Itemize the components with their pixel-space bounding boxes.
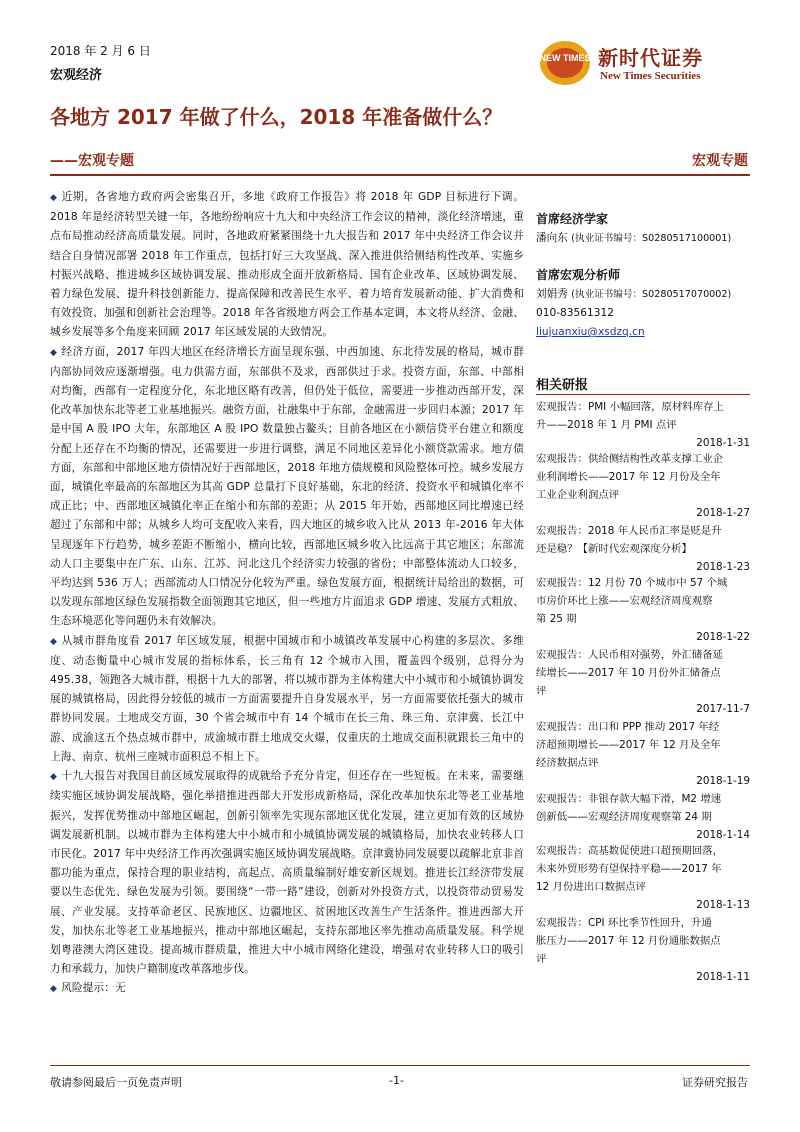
diamond-bullet-icon: ◆: [50, 772, 58, 783]
risk-warning: ◆ 风险提示：无: [50, 982, 126, 995]
related-report-item[interactable]: 宏观报告：出口和 PPP 推动 2017 年经 济超预期增长——2017 年 12 月及全年 经济数据点评 2018-1-19: [536, 718, 750, 790]
diamond-bullet-icon: ◆: [50, 636, 58, 647]
chief-economist-cert: (执业证书编号：S0280517100001): [571, 233, 732, 244]
logo-mark-icon: [538, 38, 592, 88]
macro-analyst-name: 刘娟秀: [536, 288, 568, 300]
page-title: 各地方 2017 年做了什么，2018 年准备做什么？: [50, 105, 503, 129]
footer-divider: [50, 1065, 750, 1066]
related-report-date: 2017-11-7: [696, 703, 750, 715]
footer-report-type: 证券研究报告: [682, 1076, 748, 1089]
related-report-date: 2018-1-27: [696, 507, 750, 519]
related-report-date: 2018-1-22: [696, 631, 750, 643]
diamond-bullet-icon: ◆: [50, 347, 58, 358]
chief-economist-name: 潘向东: [536, 232, 568, 244]
macro-analyst-title: 首席宏观分析师: [536, 268, 621, 282]
related-report-item[interactable]: 宏观报告：2018 年人民币汇率是贬是升 还是稳？【新时代宏观深度分析】 2018-1-23: [536, 522, 750, 576]
related-report-date: 2018-1-14: [696, 829, 750, 841]
analyst-phone: 010-83561312: [536, 307, 614, 319]
summary-paragraph: ◆ 近期，各省地方政府两会密集召开，多地《政府工作报告》将 2018 年 GDP 目标进行下调。2018 年是经济转型关键一年，各地纷纷响应十九大和中央经济工作会议的精神，淡化经济增速，重点布局推动经济高质量发展。同时，各地政府紧紧围绕十九大报告和 2017 年中央经济工作会议并结合自身情况部署 2018 年工作重点，包括打好三大攻坚战、深入推进供给侧结构性改革、实施乡村振兴战略、推进城乡区域协调发展、推动形成全面开放新格局、国有企业改革、区域协调发展、着力绿色发展、提升科技创新能力、提高保障和改善民生水平、着力培育发展新动能、扩大消费和有效投资、加强和创新社会治理等。2018 年各省级地方两会工作基本定调，本文将从经济、金融、城乡发展等多个角度来回顾 2017 年区域发展的大致情况。: [50, 191, 525, 339]
related-report-date: 2018-1-13: [696, 899, 750, 911]
related-report-item[interactable]: 宏观报告：CPI 环比季节性回升，升通 胀压力——2017 年 12 月份通胀数据点 评 2018-1-11: [536, 914, 750, 986]
logo-name-cn: 新时代证券: [598, 46, 703, 70]
analyst-panel: [536, 210, 750, 342]
diamond-bullet-icon: ◆: [50, 193, 58, 203]
header-divider: [50, 174, 750, 176]
related-report-item[interactable]: 宏观报告：高基数促使进口超预期回落， 未来外贸形势有望保持平稳——2017 年 12 月份进出口数据点评 2018-1-13: [536, 842, 750, 914]
related-report-date: 2018-1-23: [696, 561, 750, 573]
analyst-email-link[interactable]: liujuanxiu@xsdzq.cn: [536, 326, 645, 338]
related-report-date: 2018-1-31: [696, 437, 750, 449]
footer-disclaimer: 敬请参阅最后一页免责声明: [50, 1076, 182, 1089]
macro-analyst: [536, 285, 750, 304]
summary-paragraph: ◆ 经济方面，2017 年四大地区在经济增长方面呈现东强、中西加速、东北待发展的格局，城市群内部协同效应逐渐增强。电力供需方面，东部供不及求，西部供过于求。投资方面，东部、中部相对均衡，西部有一定程度分化，东北地区略有改善，但仍处于低位，需要进一步推动西部开发，深化改革加快东北等老工业基地振兴。融资方面，社融集中于东部，金融需进一步回归本源；2017 年是中国 A 股 IPO 大年，东部地区 A 股 IPO 数量独占鳌头；目前各地区在小额信贷平台建立和额度分配上还存在不均衡的情况，还需要进一步进行调整，满足不同地区差异化小额贷款需求。地方债方面，东部和中部地区地方债情况好于西部地区，2018 年地方债规模和风险整体可控。城乡发展方面，城镇化率最高的东部地区为其高 GDP 总量打下良好基础，东北的经济、投资水平和城镇化率不成正比；中、西部地区城镇化率正在缩小和东部的差距；从 2015 年开始，西部地区同比增速已经超过了东部和中部；从城乡人均可支配收入来看，四大地区的城乡收入比从 2013 年-2016 年大体呈现逐年下行趋势，城乡差距不断缩小，横向比较，西部地区城乡收入比远高于其它地区；东部流动人口主要集中在广东、山东、江苏、河北这几个经济实力较强的省份；中部整体流动人口较多，平均达到 536 万人；西部流动人口情况分化较为严重。绿色发展方面，根据统计局给出的数据，可以发现东部地区绿色发展指数全面领跑其它地区，但一些地方片面追求 GDP 增速、发展方式粗放、生态环境恶化等问题仍未有效解决。: [50, 345, 524, 628]
related-report-item[interactable]: 宏观报告：PMI 小幅回落，原材料库存上 升——2018 年 1 月 PMI 点评 2018-1-31: [536, 398, 750, 452]
summary-body: [50, 188, 524, 1000]
logo-name-en: New Times Securities: [600, 70, 701, 82]
summary-paragraph: ◆ 十九大报告对我国目前区域发展取得的成就给予充分肯定，但还存在一些短板。在未来，需要继续实施区域协调发展战略，强化举措推进西部大开发形成新格局，深化改革加快东北等老工业基地振兴，发挥优势推动中部地区崛起，创新引领率先实现东部地区优化发展，建立更加有效的区域协调发展新机制。以城市群为主体构建大中小城市和小城镇协调发展的城镇格局，加快农业转移人口市民化。2017 年中央经济工作再次强调实施区域协调发展战略。京津冀协同发展要以疏解北京非首都功能为重点，保持合理的职业结构，高起点、高质量编制好雄安新区规划。推进长江经济带发展要以生态优先、绿色发展为引领。要围绕“一带一路”建设，创新对外投资方式，以投资带动贸易发展、产业发展。支持革命老区、民族地区、边疆地区、贫困地区改善生产生活条件。推进西部大开发，加快东北等老工业基地振兴，推动中部地区崛起，支持东部地区率先推动高质量发展。科学规划粤港澳大湾区建设。提高城市群质量，推进大中小城市网络化建设，增强对农业转移人口的吸引力和承载力，加快户籍制度改革落地步伐。: [50, 770, 524, 976]
page-subtitle: ——宏观专题: [50, 153, 134, 169]
report-type: 宏观专题: [692, 153, 748, 169]
related-report-item[interactable]: 宏观报告：12 月份 70 个城市中 57 个城 市房价环比上涨——宏观经济周度观察 第 25 期 2018-1-22: [536, 574, 750, 646]
logo-mark-text: NEW TIMES: [539, 53, 591, 63]
related-report-date: 2018-1-11: [696, 971, 750, 983]
chief-economist: [536, 229, 750, 248]
related-reports-title: 相关研报: [536, 378, 589, 393]
summary-paragraph: ◆ 从城市群角度看 2017 年区域发展，根据中国城市和小城镇改革发展中心构建的多层次、多维度、动态衡量中心城市发展的指标体系，长三角有 12 个城市入围，覆盖四个级别，总得分为 495.38，领跑各大城市群，根据十九大的部署，将以城市群为主体构建大中小城市和小城镇协调发展的城镇格局，因此得分较低的城市一方面需要提升自身发展水平，另一方面需要依托强大的城市群协同发展。土地成交方面，30 个省会城市中有 14 个城市在长三角、珠三角、京津冀、长江中游、成渝这五个热点城市群中，成渝城市群土地成交火爆，仅重庆的土地成交面积就跟长三角中的上海、南京、杭州三座城市面积总不相上下。: [50, 634, 524, 763]
chief-economist-title: 首席经济学家: [536, 212, 609, 226]
page-number: -1-: [389, 1074, 404, 1087]
report-category: 宏观经济: [50, 68, 103, 83]
related-report-item[interactable]: 宏观报告：非银存款大幅下滑，M2 增速 创新低——宏观经济周度观察第 24 期 2018-1-14: [536, 790, 750, 844]
macro-analyst-cert: (执业证书编号：S0280517070002): [571, 289, 732, 300]
related-reports-divider: [536, 394, 750, 395]
company-logo: [538, 34, 748, 94]
related-report-item[interactable]: 宏观报告：人民币相对强势，外汇储备延 续增长——2017 年 10 月份外汇储备点 评 2017-11-7: [536, 646, 750, 718]
related-report-date: 2018-1-19: [696, 775, 750, 787]
related-report-item[interactable]: 宏观报告：供给侧结构性改革支撑工业企 业利润增长——2017 年 12 月份及全年 工业企业利润点评 2018-1-27: [536, 450, 750, 522]
diamond-bullet-icon: ◆: [50, 984, 58, 995]
report-date: 2018 年 2 月 6 日: [50, 44, 151, 58]
